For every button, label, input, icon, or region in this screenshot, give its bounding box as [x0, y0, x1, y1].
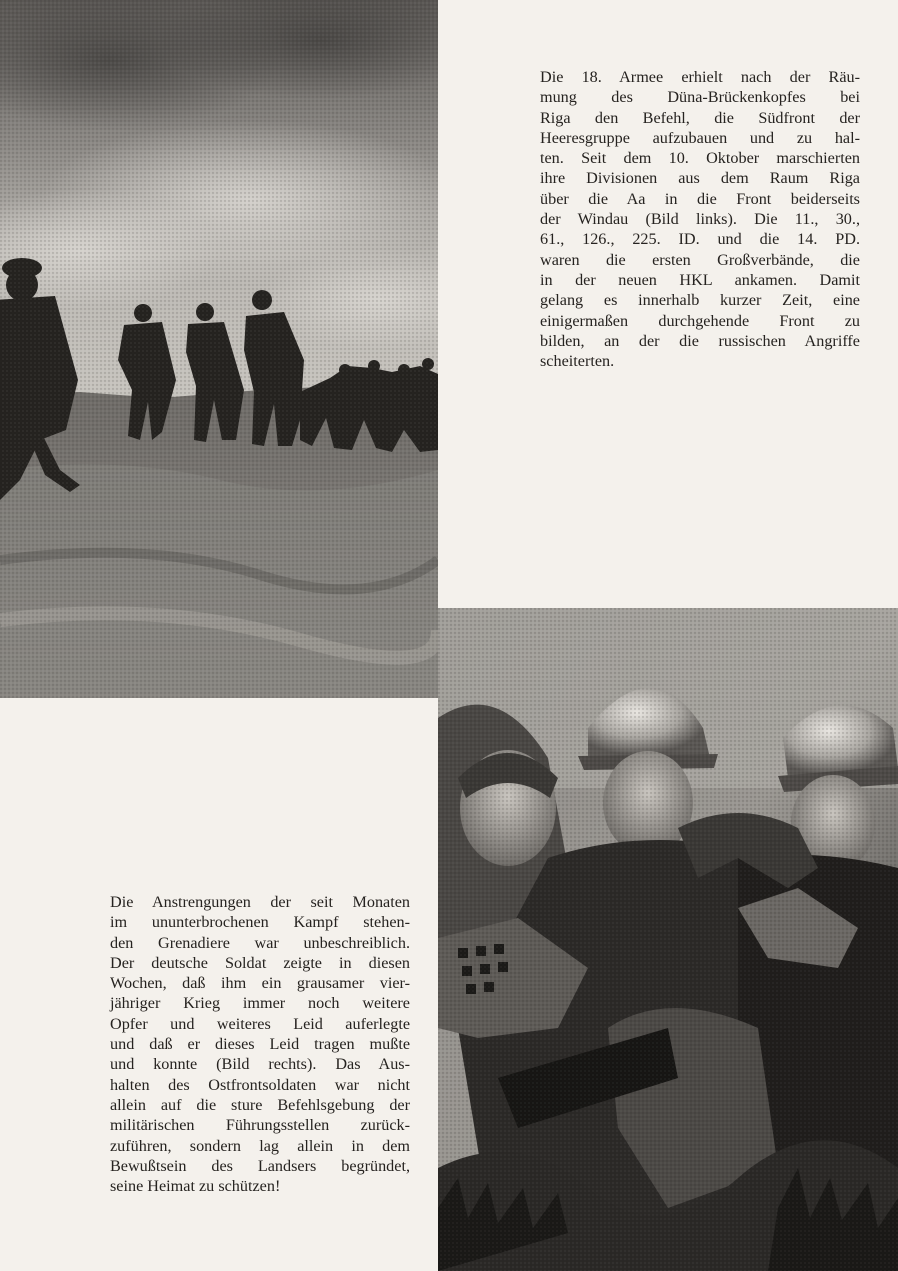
soldiers-marching-image: [0, 0, 438, 698]
caption-top-line: in der neuen HKL ankamen. Damit: [540, 270, 860, 289]
caption-top-line: waren die ersten Großverbände, die: [540, 250, 860, 269]
caption-bottom: [110, 892, 410, 1196]
caption-top-line: Heeresgruppe aufzubauen und zu hal-: [540, 128, 860, 147]
caption-bottom-line: Der deutsche Soldat zeigte in diesen: [110, 953, 410, 972]
caption-bottom-line: allein auf die sture Befehlsgebung der: [110, 1095, 410, 1114]
caption-top-line: bilden, an der die russischen Angriffe: [540, 331, 860, 350]
caption-top-line: Die 18. Armee erhielt nach der Räu-: [540, 68, 860, 86]
caption-top-line: über die Aa in die Front beiderseits: [540, 189, 860, 208]
caption-bottom-line: im ununterbrochenen Kampf stehen-: [110, 913, 410, 932]
caption-bottom-line: zuführen, sondern lag allein in dem: [110, 1136, 410, 1155]
caption-top-line: Riga den Befehl, die Südfront der: [540, 108, 860, 127]
caption-top-line: einigermaßen durchgehende Front zu: [540, 311, 860, 330]
caption-bottom-line: seine Heimat zu schützen!: [110, 1177, 281, 1196]
caption-bottom-line: und daß er dieses Leid tragen mußte: [110, 1035, 410, 1054]
soldiers-in-helmets-photo: [438, 608, 898, 1271]
caption-bottom-line: Bewußtsein des Landsers begründet,: [110, 1156, 410, 1175]
caption-top-line: der Windau (Bild links). Die 11., 30.,: [540, 210, 860, 229]
caption-bottom-line: jähriger Krieg immer noch weitere: [110, 994, 410, 1013]
caption-bottom-line: halten des Ostfrontsoldaten war nicht: [110, 1075, 410, 1094]
soldiers-marching-photo: [0, 0, 438, 698]
caption-bottom-line: Opfer und weiteres Leid auferlegte: [110, 1014, 410, 1033]
caption-top-line: ihre Divisionen aus dem Raum Riga: [540, 169, 860, 188]
caption-bottom-line: den Grenadiere war unbeschreiblich.: [110, 933, 410, 952]
caption-top-line: ten. Seit dem 10. Oktober marschierten: [540, 149, 860, 168]
soldiers-in-helmets-image: [438, 608, 898, 1271]
caption-bottom-line: Die Anstrengungen der seit Monaten: [110, 893, 410, 911]
caption-top-line: 61., 126., 225. ID. und die 14. PD.: [540, 230, 860, 249]
caption-top: [540, 67, 860, 371]
caption-bottom-line: militärischen Führungsstellen zurück-: [110, 1116, 410, 1135]
caption-bottom-line: Wochen, daß ihm ein grausamer vier-: [110, 974, 410, 993]
caption-top-line: gelang es innerhalb kurzer Zeit, eine: [540, 291, 860, 310]
caption-bottom-line: und konnte (Bild rechts). Das Aus-: [110, 1055, 410, 1074]
caption-top-line: scheiterten.: [540, 352, 615, 371]
caption-top-line: mung des Düna-Brückenkopfes bei: [540, 88, 860, 107]
